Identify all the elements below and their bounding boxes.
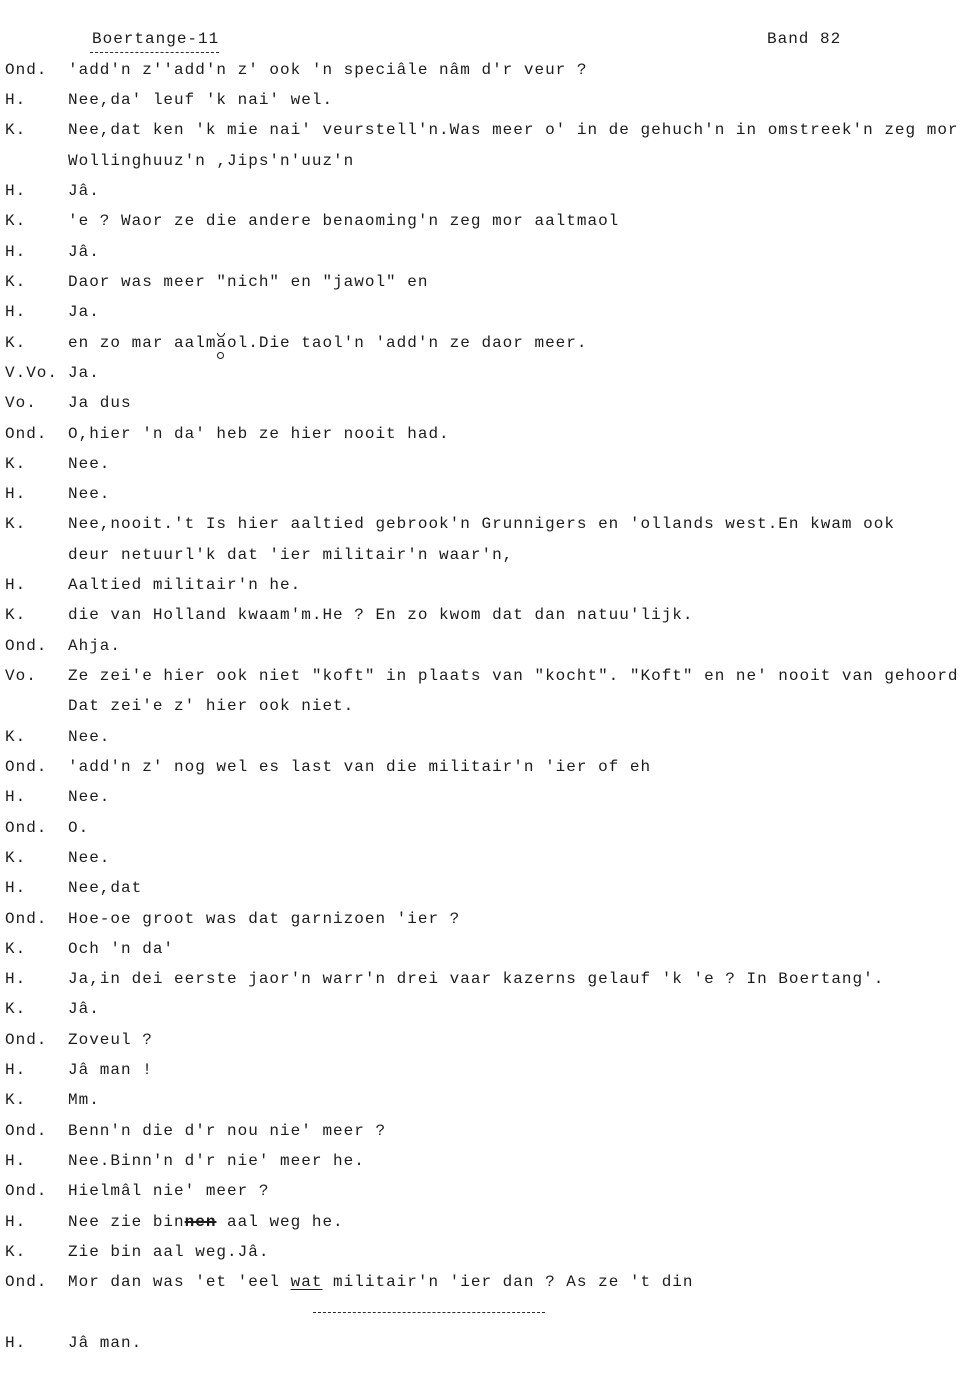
utterance-text: Ja. <box>68 363 100 382</box>
speaker-label: K. <box>5 454 27 473</box>
speaker-label: Vo. <box>5 394 37 413</box>
transcript-line <box>0 206 979 236</box>
transcript-line <box>0 934 979 964</box>
utterance-text: Nee. <box>68 848 111 867</box>
transcript-line <box>0 358 979 388</box>
transcript-line <box>0 1055 979 1085</box>
utterance-fragment: nen <box>184 1212 217 1231</box>
transcript-line <box>0 873 979 903</box>
transcript-line <box>0 328 979 358</box>
transcript-line <box>0 600 979 630</box>
utterance-fragment: militair'n 'ier dan ? As ze 't din <box>322 1273 694 1292</box>
separator-row <box>0 1298 979 1328</box>
speaker-label: H. <box>5 303 27 322</box>
speaker-label: K. <box>5 333 27 352</box>
transcript-line <box>0 691 979 721</box>
speaker-label: K. <box>5 1000 27 1019</box>
utterance-text: Dat zei'e z' hier ook niet. <box>68 697 355 716</box>
speaker-label: K. <box>5 1242 27 1261</box>
speaker-label: H. <box>5 485 27 504</box>
utterance-text <box>68 1267 694 1297</box>
utterance-text: Ahja. <box>68 636 122 655</box>
speaker-label: K. <box>5 606 27 625</box>
transcript-line <box>0 722 979 752</box>
utterance-text: Ja dus <box>68 394 132 413</box>
transcript-line <box>0 115 979 145</box>
speaker-label: H. <box>5 1061 27 1080</box>
transcript-line <box>0 994 979 1024</box>
utterance-text: deur netuurl'k dat 'ier militair'n waar'n, <box>68 545 514 564</box>
utterance-text: Zoveul ? <box>68 1030 153 1049</box>
utterance-text: Hoe-oe groot was dat garnizoen 'ier ? <box>68 909 461 928</box>
utterance-text: Jâ. <box>68 1000 100 1019</box>
utterance-text: Nee,nooit.'t Is hier aaltied gebrook'n Grunnigers en 'ollands west.En kwam ook <box>68 515 895 534</box>
transcript-line <box>0 1146 979 1176</box>
transcript-line <box>0 752 979 782</box>
utterance-text: O. <box>68 818 90 837</box>
utterance-text: 'add'n z''add'n z' ook 'n speciâle nâm d'r veur ? <box>68 60 588 79</box>
speaker-label: H. <box>5 788 27 807</box>
utterance-text: Zie bin aal weg.Jâ. <box>68 1242 270 1261</box>
speaker-label: Ond. <box>5 1273 48 1292</box>
utterance-text: Nee,dat <box>68 879 143 898</box>
speaker-label: Ond. <box>5 818 48 837</box>
utterance-text: Ja. <box>68 303 100 322</box>
transcript-line <box>0 1085 979 1115</box>
utterance-text: Ja,in dei eerste jaor'n warr'n drei vaar kazerns gelauf 'k 'e ? In Boertang'. <box>68 970 885 989</box>
utterance-text: Jâ. <box>68 242 100 261</box>
speaker-label: Ond. <box>5 636 48 655</box>
utterance-text: Jâ man ! <box>68 1061 153 1080</box>
utterance-text <box>68 328 587 358</box>
speaker-label: H. <box>5 242 27 261</box>
transcript-line <box>0 782 979 812</box>
speaker-label: V.Vo. <box>5 363 59 382</box>
transcript-line <box>0 904 979 934</box>
utterance-text: Och 'n da' <box>68 939 175 958</box>
speaker-label: Ond. <box>5 60 48 79</box>
utterance-fragment: Nee zie bin <box>68 1212 185 1231</box>
speaker-label: H. <box>5 970 27 989</box>
speaker-label: Ond. <box>5 757 48 776</box>
speaker-label: Ond. <box>5 1182 48 1201</box>
transcript-line <box>0 146 979 176</box>
utterance-text: Nee.Binn'n d'r nie' meer he. <box>68 1152 365 1171</box>
speaker-label: H. <box>5 576 27 595</box>
utterance-text: 'add'n z' nog wel es last van die militair'n 'ier of eh <box>68 757 652 776</box>
speaker-label: K. <box>5 121 27 140</box>
transcript-line <box>0 843 979 873</box>
speaker-label: Ond. <box>5 424 48 443</box>
transcript-line <box>0 1237 979 1267</box>
transcript-line <box>0 388 979 418</box>
transcript-line <box>0 85 979 115</box>
transcript-line <box>0 570 979 600</box>
utterance-text <box>68 1207 344 1237</box>
transcript-line <box>0 1207 979 1237</box>
speaker-label: H. <box>5 1152 27 1171</box>
utterance-text: Nee. <box>68 485 111 504</box>
transcript-line <box>0 479 979 509</box>
transcript-line <box>0 1328 979 1358</box>
speaker-label: K. <box>5 1091 27 1110</box>
transcript-line <box>0 631 979 661</box>
utterance-fragment: en zo mar aalm <box>68 333 217 352</box>
transcript-line <box>0 55 979 85</box>
transcript-body <box>0 55 979 1358</box>
transcript-line <box>0 1176 979 1206</box>
utterance-text: Nee. <box>68 788 111 807</box>
speaker-label: H. <box>5 879 27 898</box>
utterance-text: 'e ? Waor ze die andere benaoming'n zeg mor aaltmaol <box>68 212 620 231</box>
speaker-label: H. <box>5 91 27 110</box>
speaker-label: Ond. <box>5 909 48 928</box>
speaker-label: K. <box>5 212 27 231</box>
utterance-fragment: Mor dan was 'et 'eel <box>68 1273 291 1292</box>
speaker-label: K. <box>5 939 27 958</box>
transcript-line <box>0 419 979 449</box>
speaker-label: Vo. <box>5 667 37 686</box>
tape-number: Band 82 <box>767 30 842 48</box>
utterance-fragment: aal weg he. <box>216 1212 344 1231</box>
speaker-label: K. <box>5 272 27 291</box>
speaker-label: Ond. <box>5 1121 48 1140</box>
transcript-line <box>0 449 979 479</box>
utterance-text: Mm. <box>68 1091 100 1110</box>
utterance-text: Nee. <box>68 727 111 746</box>
utterance-text: Hielmâl nie' meer ? <box>68 1182 270 1201</box>
utterance-text: Nee,da' leuf 'k nai' wel. <box>68 91 334 110</box>
transcript-line <box>0 237 979 267</box>
transcript-line <box>0 176 979 206</box>
diacritic-marked-letter: a <box>216 328 227 358</box>
transcript-line <box>0 1267 979 1297</box>
speaker-label: K. <box>5 727 27 746</box>
utterance-text: Jâ man. <box>68 1333 143 1352</box>
utterance-text: Aaltied militair'n he. <box>68 576 302 595</box>
page-header <box>0 26 979 54</box>
transcript-line <box>0 297 979 327</box>
speaker-label: K. <box>5 848 27 867</box>
speaker-label: K. <box>5 515 27 534</box>
speaker-label: H. <box>5 1333 27 1352</box>
utterance-text: Benn'n die d'r nou nie' meer ? <box>68 1121 387 1140</box>
speaker-label: H. <box>5 1212 27 1231</box>
utterance-text: Daor was meer "nich" en "jawol" en <box>68 272 429 291</box>
transcript-line <box>0 1116 979 1146</box>
transcript-line <box>0 267 979 297</box>
transcript-line <box>0 1025 979 1055</box>
utterance-text: Ze zei'e hier ook niet "koft" in plaats van "kocht". "Koft" en ne' nooit van gehoord <box>68 667 959 686</box>
utterance-text: die van Holland kwaam'm.He ? En zo kwom dat dan natuu'lijk. <box>68 606 694 625</box>
utterance-text: Jâ. <box>68 182 100 201</box>
utterance-fragment: wat <box>290 1273 323 1292</box>
transcript-line <box>0 813 979 843</box>
utterance-text: O,hier 'n da' heb ze hier nooit had. <box>68 424 450 443</box>
document-title: Boertange-11 <box>90 26 219 53</box>
utterance-text: Nee,dat ken 'k mie nai' veurstell'n.Was meer o' in de gehuch'n in omstreek'n zeg mor <box>68 121 959 140</box>
transcript-line <box>0 964 979 994</box>
transcript-line <box>0 509 979 539</box>
transcript-line <box>0 661 979 691</box>
utterance-text: Nee. <box>68 454 111 473</box>
transcript-line <box>0 540 979 570</box>
speaker-label: Ond. <box>5 1030 48 1049</box>
utterance-fragment: ol.Die taol'n 'add'n ze daor meer. <box>227 333 588 352</box>
speaker-label: H. <box>5 182 27 201</box>
dashed-divider <box>313 1312 545 1313</box>
utterance-text: Wollinghuuz'n ,Jips'n'uuz'n <box>68 151 355 170</box>
